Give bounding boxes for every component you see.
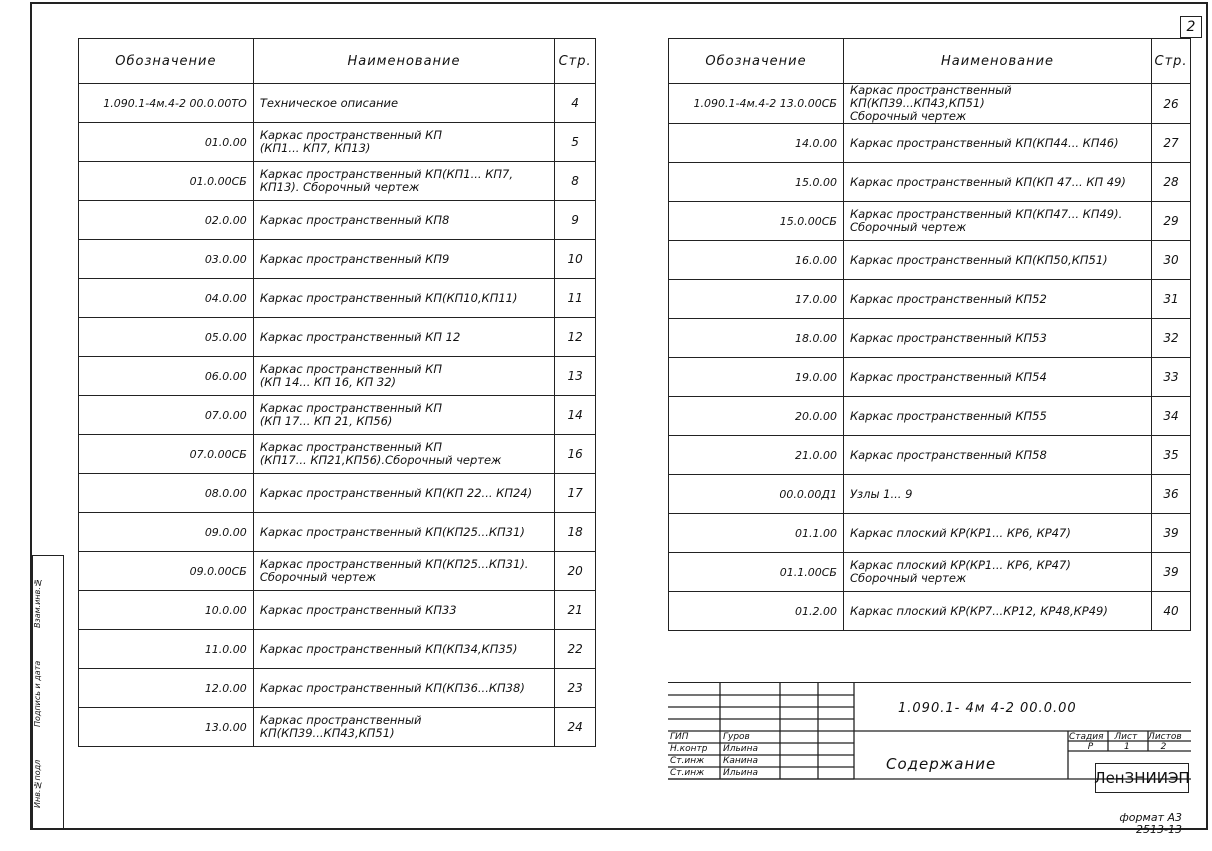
row-page: 40 (1152, 592, 1191, 631)
row-code: 12.0.00 (79, 669, 254, 708)
table-row (669, 202, 1191, 241)
row-page: 35 (1152, 436, 1191, 475)
row-code: 09.0.00СБ (79, 552, 254, 591)
table-row (79, 669, 596, 708)
row-page: 9 (555, 201, 596, 240)
signature-role: Ст.инж (670, 768, 705, 778)
table-row (79, 396, 596, 435)
row-page: 34 (1152, 397, 1191, 436)
row-code: 1.090.1-4м.4-2 13.0.00СБ (669, 84, 844, 124)
table-row (79, 630, 596, 669)
row-name: Каркас пространственный КП (КП 14... КП 16, КП 32) (253, 357, 554, 396)
row-code: 10.0.00 (79, 591, 254, 630)
row-code: 00.0.00Д1 (669, 475, 844, 514)
header-page: Стр. (555, 39, 596, 84)
document-code: 1.090.1- 4м 4-2 00.0.00 (898, 701, 1077, 716)
table-row (79, 84, 596, 123)
table-row (669, 319, 1191, 358)
row-page: 33 (1152, 358, 1191, 397)
table-row (79, 708, 596, 747)
side-label-inv: Инв.№подл (33, 759, 42, 808)
row-code: 21.0.00 (669, 436, 844, 475)
row-code: 01.1.00 (669, 514, 844, 553)
row-page: 8 (555, 162, 596, 201)
row-page: 24 (555, 708, 596, 747)
side-stamp (32, 555, 64, 830)
row-code: 01.0.00 (79, 123, 254, 162)
row-code: 08.0.00 (79, 474, 254, 513)
header-code: Обозначение (669, 39, 844, 84)
row-code: 07.0.00СБ (79, 435, 254, 474)
sheet-title: Содержание (886, 755, 997, 773)
row-code: 01.2.00 (669, 592, 844, 631)
row-code: 06.0.00 (79, 357, 254, 396)
row-page: 4 (555, 84, 596, 123)
stage-values: Р 1 2 (1087, 742, 1167, 752)
row-page: 36 (1152, 475, 1191, 514)
row-name: Каркас пространственный КП(КП10,КП11) (253, 279, 554, 318)
row-name: Каркас пространственный КП52 (843, 280, 1151, 319)
row-page: 12 (555, 318, 596, 357)
header-page: Стр. (1152, 39, 1191, 84)
row-name: Каркас плоский КР(КР1... КР6, КР47) (843, 514, 1151, 553)
table-row (79, 357, 596, 396)
row-name: Каркас пространственный КП(КП 22... КП24) (253, 474, 554, 513)
row-name: Каркас пространственный КП (КП1... КП7, КП13) (253, 123, 554, 162)
row-page: 13 (555, 357, 596, 396)
row-page: 22 (555, 630, 596, 669)
row-code: 07.0.00 (79, 396, 254, 435)
table-row (79, 123, 596, 162)
side-label-sign: Подпись и дата (33, 660, 42, 727)
row-page: 10 (555, 240, 596, 279)
title-block (668, 682, 1191, 831)
signature-role: Н.контр (670, 744, 708, 754)
header-name: Наименование (253, 39, 554, 84)
row-name: Каркас пространственный КП53 (843, 319, 1151, 358)
row-page: 39 (1152, 553, 1191, 592)
row-name: Каркас пространственный КП8 (253, 201, 554, 240)
signature-name: Канина (723, 756, 759, 766)
table-row (669, 358, 1191, 397)
row-name: Каркас плоский КР(КР1... КР6, КР47) Сборочный чертеж (843, 553, 1151, 592)
side-label-replace: Взам.инв.№ (33, 578, 42, 629)
table-row (79, 318, 596, 357)
row-page: 39 (1152, 514, 1191, 553)
row-code: 16.0.00 (669, 241, 844, 280)
row-page: 28 (1152, 163, 1191, 202)
table-row (669, 592, 1191, 631)
table-row (79, 201, 596, 240)
table-row (79, 162, 596, 201)
row-name: Узлы 1... 9 (843, 475, 1151, 514)
row-code: 04.0.00 (79, 279, 254, 318)
contents-table-left (78, 38, 596, 747)
row-code: 18.0.00 (669, 319, 844, 358)
row-code: 05.0.00 (79, 318, 254, 357)
row-name: Каркас пространственный КП(КП25...КП31). Сборочный чертеж (253, 552, 554, 591)
table-row (669, 475, 1191, 514)
row-page: 14 (555, 396, 596, 435)
footer-code: 2513-13 (1136, 823, 1182, 836)
table-row (669, 436, 1191, 475)
row-page: 20 (555, 552, 596, 591)
table-row (79, 513, 596, 552)
organization: ЛенЗНИИЭП (1095, 763, 1189, 793)
table-row (669, 514, 1191, 553)
row-page: 29 (1152, 202, 1191, 241)
row-name: Каркас пространственный КП (КП17... КП21,КП56).Сборочный чертеж (253, 435, 554, 474)
row-page: 18 (555, 513, 596, 552)
row-name: Каркас пространственный КП(КП 47... КП 49) (843, 163, 1151, 202)
table-row (79, 240, 596, 279)
row-code: 1.090.1-4м.4-2 00.0.00ТО (79, 84, 254, 123)
row-code: 09.0.00 (79, 513, 254, 552)
row-page: 11 (555, 279, 596, 318)
row-code: 02.0.00 (79, 201, 254, 240)
signature-name: Ильина (723, 744, 759, 754)
row-name: Каркас пространственный КП(КП44... КП46) (843, 124, 1151, 163)
table-row (669, 241, 1191, 280)
table-row (79, 279, 596, 318)
row-page: 32 (1152, 319, 1191, 358)
row-name: Каркас пространственный КП58 (843, 436, 1151, 475)
stage-header: Стадия Лист Листов (1069, 732, 1182, 742)
row-name: Каркас пространственный КП 12 (253, 318, 554, 357)
header-name: Наименование (843, 39, 1151, 84)
row-name: Каркас пространственный КП(КП1... КП7, КП13). Сборочный чертеж (253, 162, 554, 201)
row-name: Каркас пространственный КП (КП 17... КП 21, КП56) (253, 396, 554, 435)
header-code: Обозначение (79, 39, 254, 84)
row-code: 15.0.00 (669, 163, 844, 202)
table-row (79, 435, 596, 474)
row-page: 21 (555, 591, 596, 630)
row-page: 26 (1152, 84, 1191, 124)
row-name: Каркас пространственный КП(КП47... КП49). Сборочный чертеж (843, 202, 1151, 241)
table-row (669, 397, 1191, 436)
table-row (669, 280, 1191, 319)
row-code: 03.0.00 (79, 240, 254, 279)
table-row (79, 474, 596, 513)
sheet-number: 2 (1180, 16, 1202, 38)
row-name: Каркас пространственный КП54 (843, 358, 1151, 397)
row-code: 17.0.00 (669, 280, 844, 319)
row-name: Каркас пространственный КП9 (253, 240, 554, 279)
row-page: 17 (555, 474, 596, 513)
row-page: 5 (555, 123, 596, 162)
row-code: 01.0.00СБ (79, 162, 254, 201)
contents-table-right (668, 38, 1191, 631)
row-name: Каркас пространственный КП(КП39...КП43,КП51) Сборочный чертеж (843, 84, 1151, 124)
table-row (79, 552, 596, 591)
table-row (669, 553, 1191, 592)
table-row (669, 163, 1191, 202)
row-name: Каркас пространственный КП(КП50,КП51) (843, 241, 1151, 280)
row-name: Каркас пространственный КП(КП36...КП38) (253, 669, 554, 708)
format-label: формат А3 (1119, 811, 1182, 824)
row-code: 15.0.00СБ (669, 202, 844, 241)
row-page: 23 (555, 669, 596, 708)
row-page: 16 (555, 435, 596, 474)
row-code: 14.0.00 (669, 124, 844, 163)
row-name: Каркас пространственный КП(КП25...КП31) (253, 513, 554, 552)
row-name: Техническое описание (253, 84, 554, 123)
row-page: 30 (1152, 241, 1191, 280)
row-name: Каркас плоский КР(КР7...КР12, КР48,КР49) (843, 592, 1151, 631)
table-row (669, 84, 1191, 124)
row-page: 27 (1152, 124, 1191, 163)
row-code: 19.0.00 (669, 358, 844, 397)
row-code: 01.1.00СБ (669, 553, 844, 592)
signature-role: Ст.инж (670, 756, 705, 766)
table-row (79, 591, 596, 630)
signature-role: ГИП (670, 732, 689, 742)
signature-name: Гуров (723, 732, 750, 742)
row-name: Каркас пространственный КП(КП34,КП35) (253, 630, 554, 669)
row-name: Каркас пространственный КП33 (253, 591, 554, 630)
row-name: Каркас пространственный КП55 (843, 397, 1151, 436)
signature-name: Ильина (723, 768, 759, 778)
row-name: Каркас пространственный КП(КП39...КП43,КП51) (253, 708, 554, 747)
row-code: 13.0.00 (79, 708, 254, 747)
row-code: 11.0.00 (79, 630, 254, 669)
row-page: 31 (1152, 280, 1191, 319)
format-note (1119, 812, 1182, 836)
table-row (669, 124, 1191, 163)
row-code: 20.0.00 (669, 397, 844, 436)
